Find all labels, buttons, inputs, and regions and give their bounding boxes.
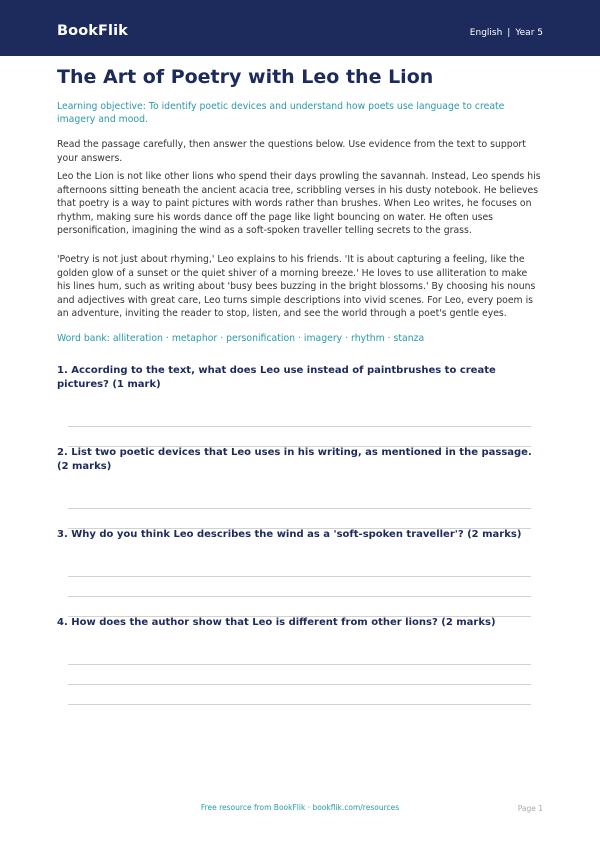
answer-line-q4-1[interactable] bbox=[68, 664, 531, 665]
passage-paragraph-1: Leo the Lion is not like other lions who spend their days prowling the savannah. Instead, Leo spends his afternoons sitting beneath the ancient acacia tree, scribbling verses in his dusty notebook. He believes that poetry is a way to paint pictures with words rather than brushes. When Leo writes, he focuses on rhythm, making sure his words dance off the page like light bouncing on water. He often uses personification, imagining the wind as a soft-spoken traveller telling secrets to the grass. bbox=[57, 171, 541, 237]
question-2: 2. List two poetic devices that Leo uses in his writing, as mentioned in the passage. (2 marks) bbox=[57, 447, 532, 472]
learning-objective: Learning objective: To identify poetic devices and understand how poets use language to create imagery and mood. bbox=[57, 101, 505, 125]
header-bar bbox=[0, 0, 600, 56]
instructions: Read the passage carefully, then answer the questions below. Use evidence from the text to support your answers. bbox=[57, 139, 526, 164]
passage-paragraph-2: 'Poetry is not just about rhyming,' Leo explains to his friends. 'It is about capturing a feeling, like the golden glow of a sunset or the quiet shiver of a morning breeze.' He loves to use alliteration to make his lines hum, such as writing about 'busy bees buzzing in the bright blossoms.' By choosing his nouns and adjectives with great care, Leo turns simple descriptions into vivid scenes. For Leo, every poem is an adventure, inviting the reader to stop, listen, and see the world through a poet's gentle eyes. bbox=[57, 254, 536, 320]
subject-label: English bbox=[469, 28, 503, 38]
footer-text[interactable]: Free resource from BookFlik · bookflik.com/resources bbox=[200, 803, 400, 812]
question-4: 4. How does the author show that Leo is different from other lions? (2 marks) bbox=[57, 617, 496, 628]
page-number: Page 1 bbox=[517, 804, 543, 813]
header-meta bbox=[470, 28, 543, 38]
question-1: 1. According to the text, what does Leo use instead of paintbrushes to create pictures? (1 mark) bbox=[57, 365, 496, 390]
answer-line-q1-1[interactable] bbox=[68, 426, 531, 427]
word-bank: Word bank: alliteration · metaphor · personification · imagery · rhythm · stanza bbox=[57, 333, 425, 344]
answer-line-q4-2[interactable] bbox=[68, 684, 531, 685]
brand-logo[interactable]: BookFlik bbox=[57, 23, 128, 39]
meta-separator: | bbox=[507, 28, 511, 38]
answer-line-q4-3[interactable] bbox=[68, 704, 531, 705]
answer-line-q2-1[interactable] bbox=[68, 508, 531, 509]
year-label: Year 5 bbox=[515, 28, 543, 38]
answer-line-q3-1[interactable] bbox=[68, 576, 531, 577]
page-title: The Art of Poetry with Leo the Lion bbox=[57, 66, 434, 88]
question-3: 3. Why do you think Leo describes the wind as a 'soft-spoken traveller'? (2 marks) bbox=[57, 529, 522, 540]
answer-line-q3-2[interactable] bbox=[68, 596, 531, 597]
